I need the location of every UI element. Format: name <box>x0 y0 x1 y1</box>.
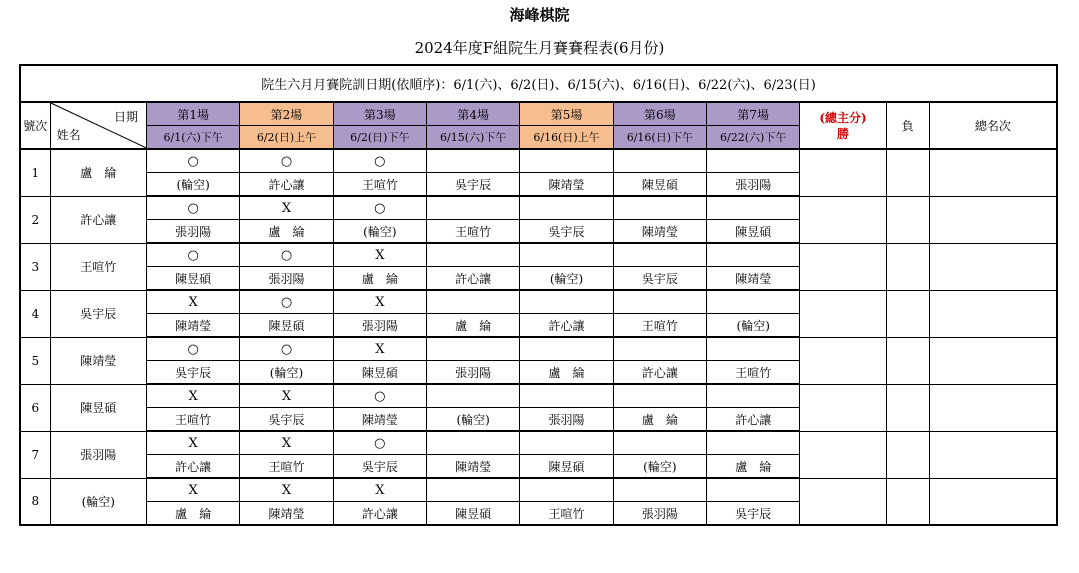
result-cell <box>427 478 520 502</box>
result-cell <box>427 431 520 455</box>
result-cell <box>613 196 706 220</box>
result-cell: X <box>333 337 426 361</box>
header-score-label: (總主分) <box>819 110 867 125</box>
opponent-cell: 張羽陽 <box>613 502 706 526</box>
result-cell <box>707 290 800 314</box>
header-round-2: 第2場 <box>240 102 333 126</box>
result-cell <box>520 384 613 408</box>
player-row <box>20 290 1057 314</box>
player-number: 7 <box>20 431 50 478</box>
loss-cell <box>886 149 929 196</box>
result-cell <box>613 384 706 408</box>
opponent-cell: 王喧竹 <box>613 314 706 338</box>
opponent-cell: 吳宇辰 <box>707 502 800 526</box>
header-round-1: 第1場 <box>146 102 239 126</box>
win-cell <box>800 431 886 478</box>
opponent-cell: 吳宇辰 <box>427 173 520 197</box>
header-number: 號次 <box>20 102 50 149</box>
header-round-5: 第5場 <box>520 102 613 126</box>
result-cell: X <box>240 431 333 455</box>
opponent-cell: 盧 綸 <box>146 502 239 526</box>
result-cell <box>707 337 800 361</box>
opponent-cell: 吳宇辰 <box>333 455 426 479</box>
opponent-cell: (輪空) <box>146 173 239 197</box>
header-date-label: 日期 <box>113 110 138 124</box>
result-cell <box>613 290 706 314</box>
opponent-cell: 許心讓 <box>240 173 333 197</box>
opponent-cell: 許心讓 <box>520 314 613 338</box>
opponent-cell: 許心讓 <box>333 502 426 526</box>
header-win-score <box>800 102 886 149</box>
result-cell <box>427 337 520 361</box>
result-cell: X <box>333 243 426 267</box>
player-name: 陳靖瑩 <box>50 337 146 384</box>
result-cell <box>613 431 706 455</box>
result-cell <box>707 243 800 267</box>
opponent-cell: (輪空) <box>333 220 426 244</box>
opponent-cell: 吳宇辰 <box>146 361 239 385</box>
result-cell <box>520 478 613 502</box>
opponent-cell: 盧 綸 <box>240 220 333 244</box>
opponent-cell: 陳靖瑩 <box>613 220 706 244</box>
result-cell <box>520 243 613 267</box>
opponent-cell: 吳宇辰 <box>613 267 706 291</box>
result-cell: ○ <box>240 337 333 361</box>
player-number: 6 <box>20 384 50 431</box>
win-cell <box>800 290 886 337</box>
player-row <box>20 478 1057 502</box>
result-cell: ○ <box>333 431 426 455</box>
result-cell <box>427 384 520 408</box>
win-cell <box>800 243 886 290</box>
result-cell: ○ <box>240 149 333 173</box>
rank-cell <box>929 243 1057 290</box>
loss-cell <box>886 290 929 337</box>
opponent-cell: 陳昱碩 <box>427 502 520 526</box>
opponent-cell: 陳昱碩 <box>707 220 800 244</box>
opponent-cell: 陳靖瑩 <box>240 502 333 526</box>
result-cell <box>707 384 800 408</box>
player-row <box>20 431 1057 455</box>
player-row <box>20 149 1057 173</box>
result-cell: X <box>146 384 239 408</box>
opponent-cell: 陳靖瑩 <box>146 314 239 338</box>
schedule-table <box>19 64 1058 526</box>
opponent-cell: 張羽陽 <box>427 361 520 385</box>
opponent-cell: 張羽陽 <box>146 220 239 244</box>
opponent-cell: 陳昱碩 <box>520 455 613 479</box>
rank-cell <box>929 431 1057 478</box>
player-row <box>20 384 1057 408</box>
header-round-date-2: 6/2(日)上午 <box>240 126 333 150</box>
rank-cell <box>929 290 1057 337</box>
result-cell <box>427 196 520 220</box>
opponent-cell: 許心讓 <box>707 408 800 432</box>
result-cell: ○ <box>333 384 426 408</box>
result-cell <box>613 478 706 502</box>
result-cell: X <box>333 478 426 502</box>
loss-cell <box>886 337 929 384</box>
opponent-cell: 王喧竹 <box>707 361 800 385</box>
result-cell: X <box>146 478 239 502</box>
result-cell: ○ <box>333 149 426 173</box>
opponent-cell: 盧 綸 <box>707 455 800 479</box>
result-cell: ○ <box>240 243 333 267</box>
result-cell <box>427 243 520 267</box>
result-cell: X <box>240 384 333 408</box>
rank-cell <box>929 149 1057 196</box>
result-cell: ○ <box>146 149 239 173</box>
header-win-label: 勝 <box>837 126 850 141</box>
header-round-date-6: 6/16(日)下午 <box>613 126 706 150</box>
win-cell <box>800 196 886 243</box>
player-number: 4 <box>20 290 50 337</box>
result-cell: ○ <box>146 196 239 220</box>
result-cell: X <box>333 290 426 314</box>
opponent-cell: 許心讓 <box>146 455 239 479</box>
opponent-cell: 盧 綸 <box>520 361 613 385</box>
player-name: 王喧竹 <box>50 243 146 290</box>
player-name: 盧 綸 <box>50 149 146 196</box>
opponent-cell: 吳宇辰 <box>520 220 613 244</box>
player-number: 3 <box>20 243 50 290</box>
result-cell: X <box>146 431 239 455</box>
opponent-cell: 王喧竹 <box>427 220 520 244</box>
player-row <box>20 243 1057 267</box>
rank-cell <box>929 384 1057 431</box>
header-round-date-4: 6/15(六)下午 <box>427 126 520 150</box>
win-cell <box>800 149 886 196</box>
header-round-7: 第7場 <box>707 102 800 126</box>
header-round-3: 第3場 <box>333 102 426 126</box>
result-cell <box>427 149 520 173</box>
schedule-title: 2024年度F組院生月賽賽程表(6月份) <box>414 39 665 57</box>
result-cell <box>520 196 613 220</box>
opponent-cell: 許心讓 <box>427 267 520 291</box>
win-cell <box>800 337 886 384</box>
player-name: (輪空) <box>50 478 146 525</box>
player-name: 張羽陽 <box>50 431 146 478</box>
loss-cell <box>886 431 929 478</box>
player-row <box>20 196 1057 220</box>
opponent-cell: (輪空) <box>240 361 333 385</box>
result-cell <box>707 196 800 220</box>
opponent-cell: 陳靖瑩 <box>333 408 426 432</box>
result-cell <box>613 243 706 267</box>
opponent-cell: 陳昱碩 <box>613 173 706 197</box>
player-number: 8 <box>20 478 50 525</box>
player-name: 許心讓 <box>50 196 146 243</box>
opponent-cell: (輪空) <box>613 455 706 479</box>
opponent-cell: 陳昱碩 <box>146 267 239 291</box>
header-round-4: 第4場 <box>427 102 520 126</box>
player-name: 吳宇辰 <box>50 290 146 337</box>
result-cell <box>427 290 520 314</box>
result-cell <box>707 478 800 502</box>
opponent-cell: (輪空) <box>427 408 520 432</box>
result-cell <box>520 431 613 455</box>
opponent-cell: 陳靖瑩 <box>427 455 520 479</box>
opponent-cell: (輪空) <box>707 314 800 338</box>
rank-cell <box>929 478 1057 525</box>
opponent-cell: 陳昱碩 <box>240 314 333 338</box>
result-cell <box>520 337 613 361</box>
result-cell: ○ <box>240 290 333 314</box>
header-round-date-5: 6/16(日)上午 <box>520 126 613 150</box>
result-cell: X <box>240 478 333 502</box>
result-cell <box>707 149 800 173</box>
opponent-cell: 王喧竹 <box>240 455 333 479</box>
opponent-cell: 盧 綸 <box>613 408 706 432</box>
opponent-cell: 張羽陽 <box>333 314 426 338</box>
header-round-date-3: 6/2(日)下午 <box>333 126 426 150</box>
opponent-cell: 許心讓 <box>613 361 706 385</box>
result-cell <box>707 431 800 455</box>
opponent-cell: 王喧竹 <box>520 502 613 526</box>
result-cell: ○ <box>146 337 239 361</box>
opponent-cell: 盧 綸 <box>427 314 520 338</box>
result-cell: ○ <box>333 196 426 220</box>
win-cell <box>800 384 886 431</box>
header-round-date-7: 6/22(六)下午 <box>707 126 800 150</box>
header-loss: 負 <box>886 102 929 149</box>
player-number: 1 <box>20 149 50 196</box>
opponent-cell: 王喧竹 <box>333 173 426 197</box>
opponent-cell: 陳昱碩 <box>333 361 426 385</box>
win-cell <box>800 478 886 525</box>
loss-cell <box>886 384 929 431</box>
player-number: 2 <box>20 196 50 243</box>
opponent-cell: 盧 綸 <box>333 267 426 291</box>
result-cell <box>613 149 706 173</box>
result-cell: X <box>146 290 239 314</box>
result-cell <box>613 337 706 361</box>
result-cell <box>520 149 613 173</box>
opponent-cell: 吳宇辰 <box>240 408 333 432</box>
header-total-rank: 總名次 <box>929 102 1057 149</box>
rank-cell <box>929 196 1057 243</box>
training-dates-banner: 院生六月月賽院訓日期(依順序)：6/1(六)、6/2(日)、6/15(六)、6/16(日)、6/22(六)、6/23(日) <box>20 65 1057 102</box>
org-title: 海峰棋院 <box>509 6 570 24</box>
header-date-name-diagonal <box>50 102 146 149</box>
player-name: 陳昱碩 <box>50 384 146 431</box>
opponent-cell: 張羽陽 <box>520 408 613 432</box>
loss-cell <box>886 196 929 243</box>
header-round-6: 第6場 <box>613 102 706 126</box>
result-cell <box>520 290 613 314</box>
opponent-cell: 陳靖瑩 <box>520 173 613 197</box>
header-name-label: 姓名 <box>56 128 81 142</box>
loss-cell <box>886 478 929 525</box>
opponent-cell: 張羽陽 <box>240 267 333 291</box>
opponent-cell: 王喧竹 <box>146 408 239 432</box>
opponent-cell: 張羽陽 <box>707 173 800 197</box>
opponent-cell: (輪空) <box>520 267 613 291</box>
loss-cell <box>886 243 929 290</box>
opponent-cell: 陳靖瑩 <box>707 267 800 291</box>
result-cell: X <box>240 196 333 220</box>
rank-cell <box>929 337 1057 384</box>
player-number: 5 <box>20 337 50 384</box>
header-round-date-1: 6/1(六)下午 <box>146 126 239 150</box>
result-cell: ○ <box>146 243 239 267</box>
player-row <box>20 337 1057 361</box>
